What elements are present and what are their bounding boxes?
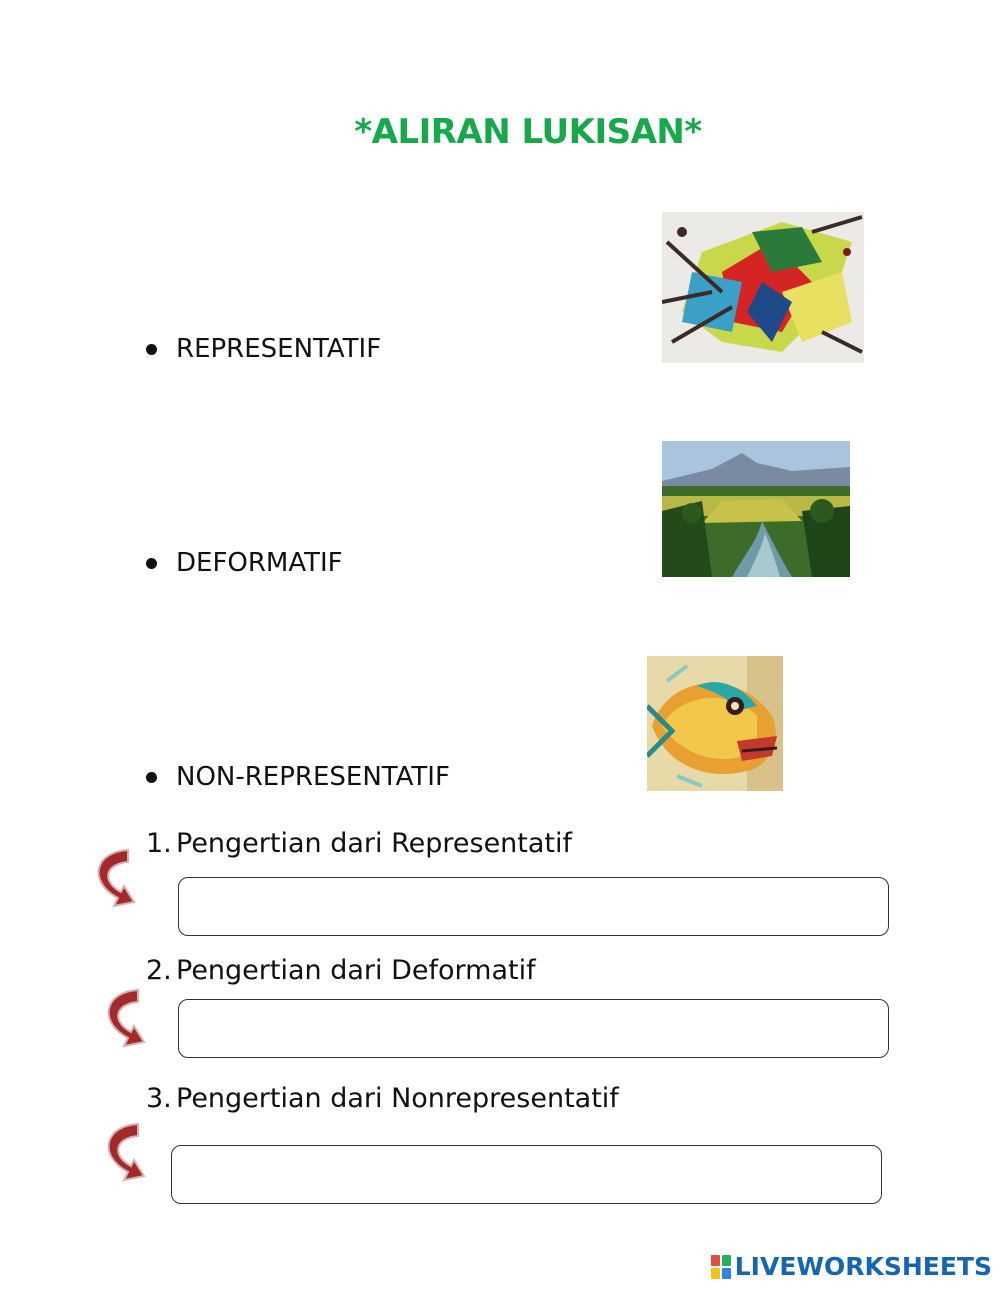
brand-watermark xyxy=(711,1252,992,1281)
curved-arrow-icon xyxy=(84,842,140,912)
question-3 xyxy=(146,1083,619,1114)
brand-name: LIVEWORKSHEETS xyxy=(734,1252,992,1281)
bullet-non-representatif xyxy=(146,762,450,792)
question-text: Pengertian dari Representatif xyxy=(176,828,573,859)
bullet-representatif xyxy=(146,334,381,364)
bullet-dot xyxy=(146,344,157,355)
question-text: Pengertian dari Nonrepresentatif xyxy=(176,1083,619,1114)
bullet-dot xyxy=(146,772,157,783)
answer-field-3[interactable] xyxy=(171,1145,882,1204)
question-number: 1. xyxy=(146,828,172,859)
fish-painting-image xyxy=(647,656,783,791)
curved-arrow-icon xyxy=(94,1116,150,1186)
answer-field-1[interactable] xyxy=(178,877,889,936)
answer-field-2[interactable] xyxy=(178,999,889,1058)
question-number: 3. xyxy=(146,1083,172,1114)
abstract-painting-image xyxy=(662,212,864,363)
question-number: 2. xyxy=(146,955,172,986)
bullet-dot xyxy=(146,558,157,569)
brand-logo-icon xyxy=(711,1255,731,1279)
bullet-deformatif xyxy=(146,548,343,578)
question-text: Pengertian dari Deformatif xyxy=(176,955,536,986)
curved-arrow-icon xyxy=(94,982,150,1052)
bullet-label: NON-REPRESENTATIF xyxy=(176,762,450,792)
bullet-label: REPRESENTATIF xyxy=(176,334,382,364)
question-1 xyxy=(146,828,572,859)
bullet-label: DEFORMATIF xyxy=(176,548,343,578)
landscape-painting-image xyxy=(662,441,850,577)
question-2 xyxy=(146,955,536,986)
page-title: *ALIRAN LUKISAN* xyxy=(354,112,702,152)
